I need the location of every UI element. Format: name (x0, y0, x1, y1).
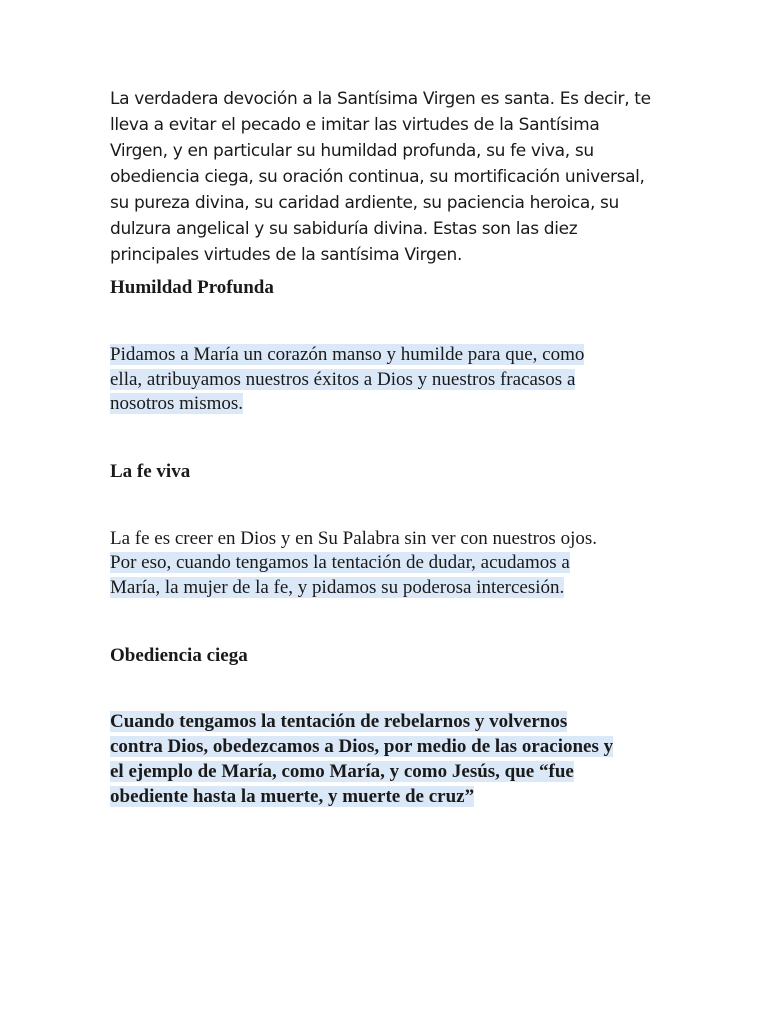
intro-line: lleva a evitar el pecado e imitar las virtudes de la Santísima (110, 115, 600, 135)
section-body-line (110, 551, 570, 575)
highlighted-text: ella, atribuyamos nuestros éxitos a Dios y nuestros fracasos a (110, 369, 576, 390)
intro-line: obediencia ciega, su oración continua, su mortificación universal, (110, 167, 645, 187)
section-heading-fe-viva: La fe viva (110, 461, 191, 482)
highlighted-text: Por eso, cuando tengamos la tentación de dudar, acudamos a (110, 552, 570, 573)
section-body-line (110, 710, 567, 734)
highlighted-text: María, la mujer de la fe, y pidamos su poderosa intercesión. (110, 577, 565, 598)
section-body-line (110, 735, 613, 759)
intro-line: principales virtudes de la santísima Virgen. (110, 245, 463, 265)
section-body-line (110, 576, 564, 600)
highlighted-text: nosotros mismos. (110, 393, 244, 414)
intro-line: Virgen, y en particular su humildad profunda, su fe viva, su (110, 141, 594, 161)
section-body-line (110, 760, 574, 784)
highlighted-text: contra Dios, obedezcamos a Dios, por medio de las oraciones y (110, 736, 614, 757)
highlighted-text: el ejemplo de María, como María, y como Jesús, que “fue (110, 761, 574, 782)
section-body-line (110, 368, 575, 392)
intro-line: dulzura angelical y su sabiduría divina. Estas son las diez (110, 219, 578, 239)
section-body-line (110, 343, 584, 367)
intro-line: su pureza divina, su caridad ardiente, su paciencia heroica, su (110, 193, 619, 213)
section-heading-obediencia: Obediencia ciega (110, 645, 248, 666)
section-body-line (110, 392, 243, 416)
highlighted-text: obediente hasta la muerte, y muerte de cruz” (110, 786, 475, 807)
section-body-line (110, 785, 474, 809)
section-body-line: La fe es creer en Dios y en Su Palabra sin ver con nuestros ojos. (110, 528, 597, 549)
highlighted-text: Cuando tengamos la tentación de rebelarnos y volvernos (110, 711, 568, 732)
section-heading-humildad: Humildad Profunda (110, 277, 274, 298)
highlighted-text: Pidamos a María un corazón manso y humilde para que, como (110, 344, 585, 365)
intro-line: La verdadera devoción a la Santísima Virgen es santa. Es decir, te (110, 89, 651, 109)
